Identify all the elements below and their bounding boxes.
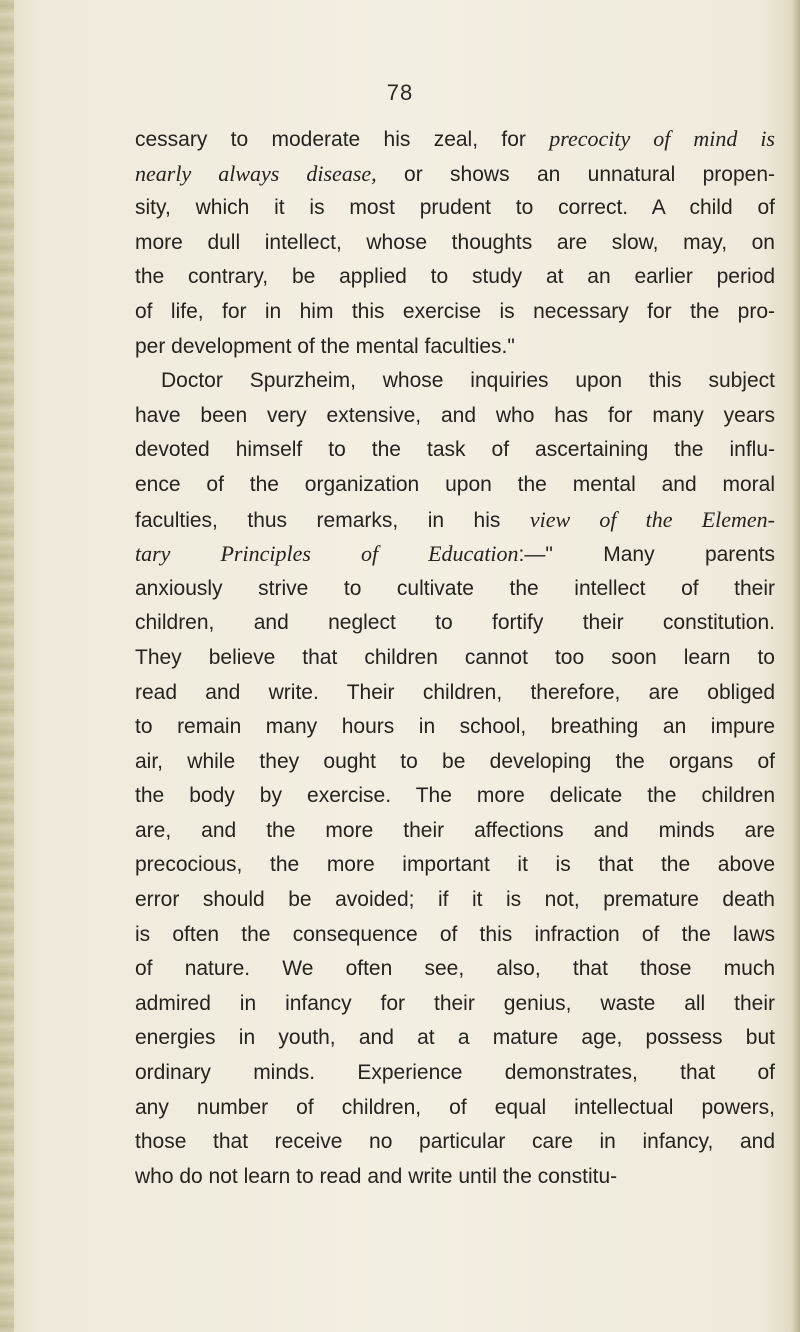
text-run: the body by exercise. The more delicate the children <box>135 784 775 808</box>
text-run: ordinary minds. Experience demonstrates, that of <box>135 1061 775 1085</box>
page-number: 78 <box>386 80 414 105</box>
page-outer-edge <box>792 0 800 1332</box>
text-run: Doctor Spurzheim, whose inquiries upon this subject <box>161 369 775 393</box>
text-run: per development of the mental faculties." <box>135 334 515 358</box>
text-run: more dull intellect, whose thoughts are slow, may, on <box>135 230 775 254</box>
text-run: is often the consequence of this infraction of the laws <box>135 922 775 946</box>
text-run: read and write. Their children, therefore, are obliged <box>135 680 775 704</box>
italic-text: precocity of mind is <box>549 126 775 151</box>
text-line <box>135 918 775 953</box>
text-run: of nature. We often see, also, that those much <box>135 957 775 981</box>
text-run: admired in infancy for their genius, waste all their <box>135 991 775 1015</box>
text-run: devoted himself to the task of ascertaining the influ- <box>135 438 775 462</box>
text-line <box>135 745 775 780</box>
text-line <box>135 364 775 399</box>
text-line <box>135 330 775 365</box>
text-line <box>135 1021 775 1056</box>
text-line <box>135 537 775 572</box>
text-run: children, and neglect to fortify their constitution. <box>135 611 775 635</box>
text-run: to remain many hours in school, breathing an impure <box>135 715 775 739</box>
text-run: sity, which it is most prudent to correct. A child of <box>135 196 775 220</box>
body-text <box>135 122 775 1194</box>
text-line <box>135 1125 775 1160</box>
text-run: :—" Many parents <box>518 543 775 567</box>
text-run: cessary to moderate his zeal, for <box>135 128 550 151</box>
text-line <box>135 1160 775 1195</box>
text-run: the contrary, be applied to study at an earlier period <box>135 265 775 289</box>
text-line <box>135 641 775 676</box>
text-line <box>135 1056 775 1091</box>
text-run: precocious, the more important it is that the above <box>135 853 775 877</box>
text-line <box>135 779 775 814</box>
text-run: are, and the more their affections and minds are <box>135 818 775 842</box>
text-run: or shows an unnatural propen- <box>376 162 775 186</box>
text-line <box>135 433 775 468</box>
text-line <box>135 572 775 607</box>
text-line <box>135 157 775 192</box>
text-line <box>135 295 775 330</box>
text-line <box>135 468 775 503</box>
text-line <box>135 987 775 1022</box>
text-line <box>135 1091 775 1126</box>
text-line <box>135 676 775 711</box>
text-run: those that receive no particular care in infancy, and <box>135 1130 775 1154</box>
italic-text: view of the Elemen- <box>529 506 775 532</box>
text-line <box>135 191 775 226</box>
text-line <box>135 952 775 987</box>
text-run: faculties, thus remarks, in his <box>135 508 530 532</box>
text-run: ence of the organization upon the mental and moral <box>135 472 775 496</box>
text-line <box>135 883 775 918</box>
text-run: air, while they ought to be developing the organs of <box>135 749 775 773</box>
text-line <box>135 122 775 157</box>
text-line <box>135 503 775 538</box>
text-line <box>135 848 775 883</box>
text-run: any number of children, of equal intellectual powers, <box>135 1095 775 1119</box>
text-line <box>135 814 775 849</box>
text-line <box>135 399 775 434</box>
text-line <box>135 606 775 641</box>
text-run: energies in youth, and at a mature age, possess but <box>135 1026 775 1050</box>
text-run: who do not learn to read and write until the constitu- <box>135 1164 618 1188</box>
text-run: They believe that children cannot too soon learn to <box>135 645 775 669</box>
text-run: have been very extensive, and who has for many years <box>135 403 775 427</box>
italic-text: tary Principles of Education <box>135 541 519 567</box>
italic-text: nearly always disease, <box>135 160 377 186</box>
text-run: anxiously strive to cultivate the intellect of their <box>135 576 775 600</box>
page-binding-edge <box>0 0 14 1332</box>
text-run: of life, for in him this exercise is necessary for the pro- <box>135 299 775 323</box>
text-line <box>135 710 775 745</box>
text-run: error should be avoided; if it is not, premature death <box>135 888 775 912</box>
text-line <box>135 260 775 295</box>
text-line <box>135 226 775 261</box>
